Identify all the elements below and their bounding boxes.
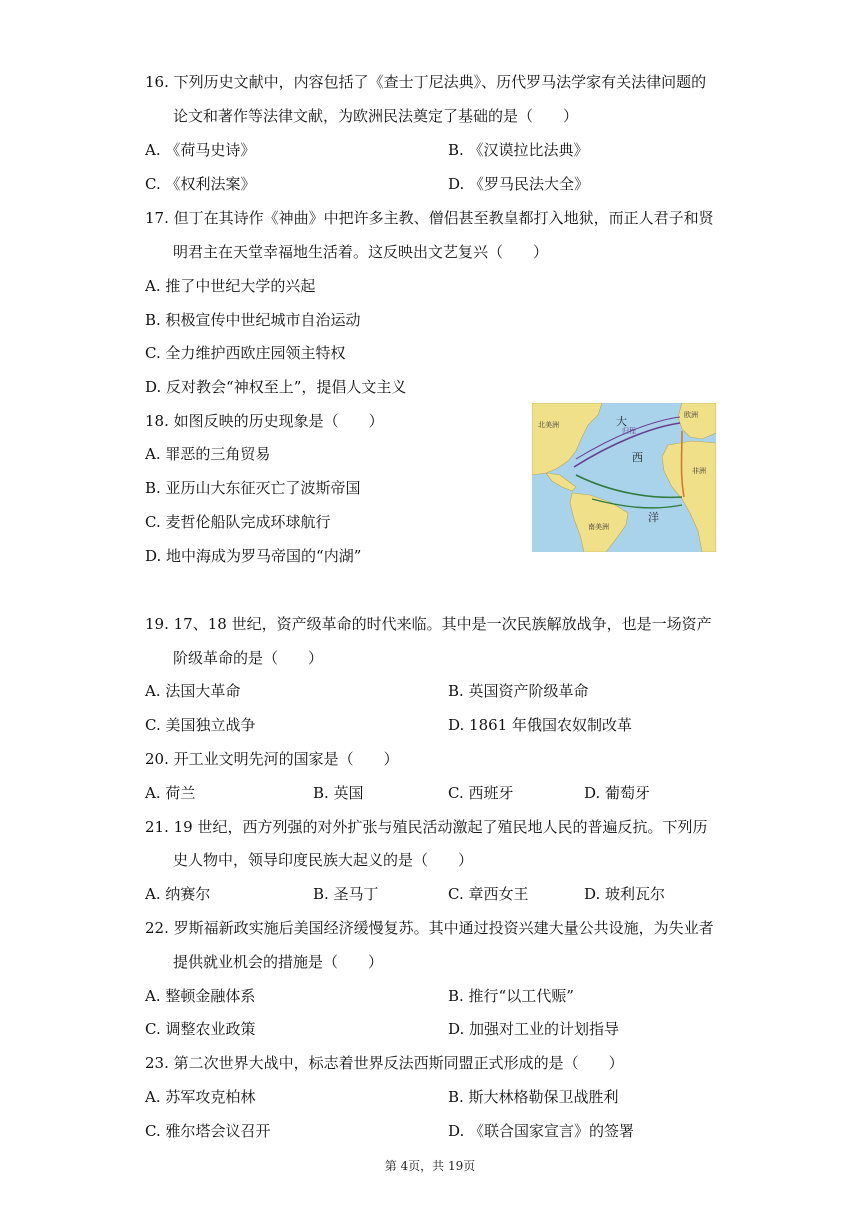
q22-stem-line1: 22. 罗斯福新政实施后美国经济缓慢复苏。其中通过投资兴建大量公共设施，为失业者 <box>145 919 714 937</box>
q16-option-c: C. 《权利法案》 <box>145 175 256 193</box>
q19-option-a: A. 法国大革命 <box>145 682 241 700</box>
label-return-route: 归程 <box>622 427 636 435</box>
q21-option-a: A. 纳赛尔 <box>145 885 211 903</box>
q23-option-d: D. 《联合国家宣言》的签署 <box>448 1122 635 1140</box>
q20-option-b: B. 英国 <box>313 784 364 802</box>
q22-option-a: A. 整顿金融体系 <box>145 987 256 1005</box>
q22-stem-line2: 提供就业机会的措施是（ ） <box>173 953 384 971</box>
q21-option-d: D. 玻利瓦尔 <box>584 885 666 903</box>
q18-option-c: C. 麦哲伦船队完成环球航行 <box>145 513 331 531</box>
q16-option-a: A. 《荷马史诗》 <box>145 141 256 159</box>
q23-option-b: B. 斯大林格勒保卫战胜利 <box>448 1088 619 1106</box>
ocean-char-1: 大 <box>616 415 627 428</box>
q22-option-b: B. 推行“以工代赈” <box>448 987 574 1005</box>
q21-stem-line2: 史人物中，领导印度民族大起义的是（ ） <box>173 851 474 869</box>
q16-stem-line1: 16. 下列历史文献中，内容包括了《查士丁尼法典》、历代罗马法学家有关法律问题的 <box>145 73 707 91</box>
q23-stem: 23. 第二次世界大战中，标志着世界反法西斯同盟正式形成的是（ ） <box>145 1054 624 1072</box>
page-footer: 第 4页，共 19页 <box>384 1159 476 1173</box>
q23-option-a: A. 苏军攻克柏林 <box>145 1088 256 1106</box>
q22-option-c: C. 调整农业政策 <box>145 1020 256 1038</box>
q17-option-b: B. 积极宣传中世纪城市自治运动 <box>145 311 361 329</box>
ocean-char-3: 洋 <box>648 511 659 524</box>
q20-stem: 20. 开工业文明先河的国家是（ ） <box>145 750 399 768</box>
label-north-america: 北美洲 <box>538 421 559 429</box>
q16-option-d: D. 《罗马民法大全》 <box>448 175 590 193</box>
ocean-char-2: 西 <box>632 451 643 464</box>
q18-option-a: A. 罪恶的三角贸易 <box>145 445 271 463</box>
q20-option-c: C. 西班牙 <box>448 784 514 802</box>
q17-stem-line2: 明君主在天堂幸福地生活着。这反映出文艺复兴（ ） <box>173 243 549 261</box>
q16-option-b: B. 《汉谟拉比法典》 <box>448 141 589 159</box>
q21-stem-line1: 21. 19 世纪，西方列强的对外扩张与殖民活动激起了殖民地人民的普遍反抗。下列历 <box>145 818 708 836</box>
q20-option-a: A. 荷兰 <box>145 784 196 802</box>
q21-option-c: C. 章西女王 <box>448 885 529 903</box>
q17-stem-line1: 17. 但丁在其诗作《神曲》中把许多主教、僧侣甚至教皇都打入地狱，而正人君子和贤 <box>145 209 714 227</box>
triangle-trade-map <box>532 403 716 552</box>
label-south-america: 南美洲 <box>588 523 609 531</box>
q19-stem-line1: 19. 17、18 世纪，资产级革命的时代来临。其中是一次民族解放战争，也是一场资产 <box>145 615 712 633</box>
q17-option-d: D. 反对教会“神权至上”，提倡人文主义 <box>145 378 407 396</box>
q19-option-c: C. 美国独立战争 <box>145 716 256 734</box>
q23-option-c: C. 雅尔塔会议召开 <box>145 1122 271 1140</box>
q18-option-d: D. 地中海成为罗马帝国的“内湖” <box>145 547 362 565</box>
q19-option-d: D. 1861 年俄国农奴制改革 <box>448 716 632 734</box>
label-africa: 非洲 <box>692 467 706 475</box>
map-graphic <box>532 403 716 552</box>
q19-stem-line2: 阶级革命的是（ ） <box>173 649 324 667</box>
q16-stem-line2: 论文和著作等法律文献，为欧洲民法奠定了基础的是（ ） <box>173 107 579 125</box>
q17-option-c: C. 全力维护西欧庄园领主特权 <box>145 344 346 362</box>
q22-option-d: D. 加强对工业的计划指导 <box>448 1020 620 1038</box>
q18-option-b: B. 亚历山大东征灭亡了波斯帝国 <box>145 479 361 497</box>
q18-stem: 18. 如图反映的历史现象是（ ） <box>145 412 384 430</box>
label-europe: 欧洲 <box>684 411 698 419</box>
q17-option-a: A. 推了中世纪大学的兴起 <box>145 277 316 295</box>
q21-option-b: B. 圣马丁 <box>313 885 379 903</box>
q20-option-d: D. 葡萄牙 <box>584 784 651 802</box>
q19-option-b: B. 英国资产阶级革命 <box>448 682 589 700</box>
